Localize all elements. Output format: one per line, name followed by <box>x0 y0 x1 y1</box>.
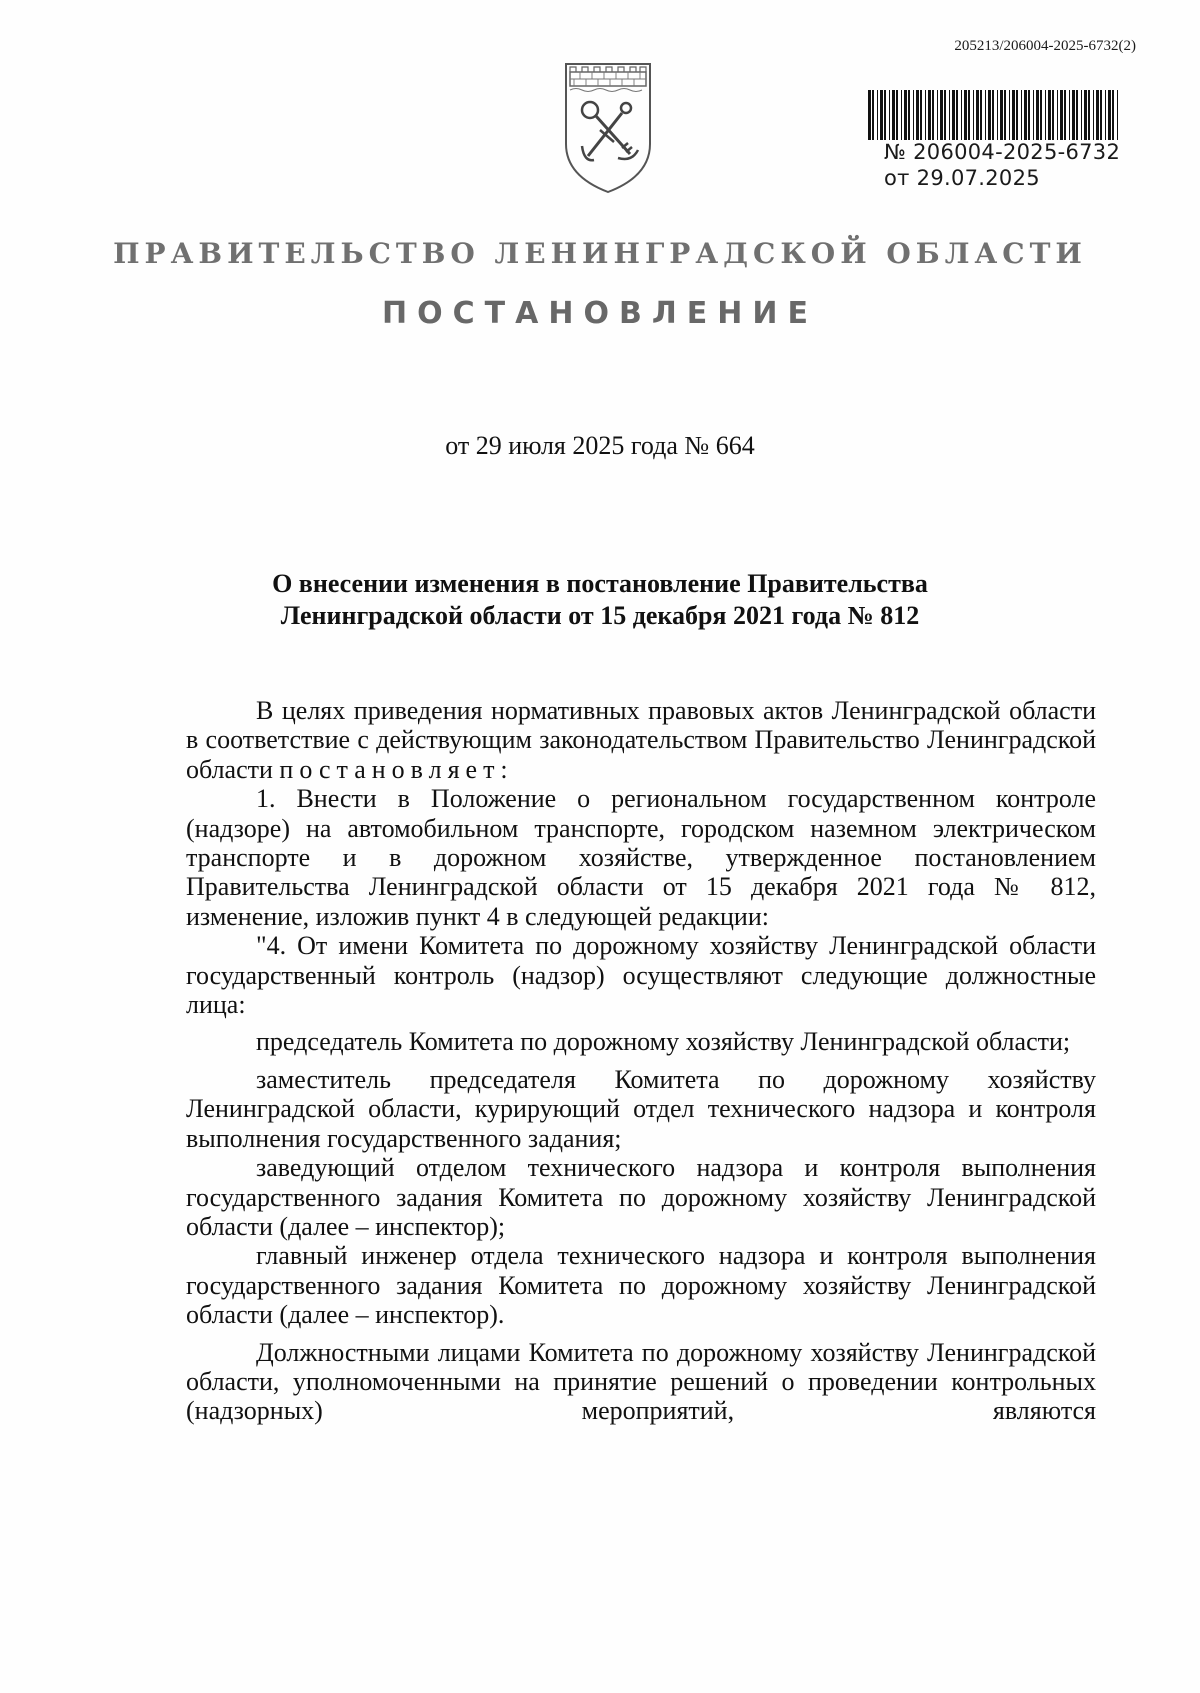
registration-number: № 206004-2025-6732 <box>884 140 1121 164</box>
preamble-text: В целях приведения нормативных правовых актов Ленинградской области в соответствие с действующим законодательством Правительство Ленинградской области <box>186 696 1096 784</box>
document-title-line-2: Ленинградской области от 15 декабря 2021 года № 812 <box>280 601 920 630</box>
paragraph-authorized-officials: Должностными лицами Комитета по дорожному хозяйству Ленинградской области, уполномоченными на принятие решений о проведении контрольных (надзорных) мероприятий, являются <box>186 1337 1096 1426</box>
document-title-line-1: О внесении изменения в постановление Правительства <box>272 569 928 598</box>
coat-of-arms-icon <box>560 58 656 198</box>
document-title <box>0 568 1200 632</box>
preamble-resolves: постановляет: <box>279 754 514 784</box>
document-date-number: от 29 июля 2025 года № 664 <box>445 431 755 460</box>
paragraph-item-4-intro: "4. От имени Комитета по дорожному хозяйству Ленинградской области государственный контроль (надзор) осуществляют следующие должностные лица: <box>186 931 1096 1020</box>
paragraph-chief-engineer: главный инженер отдела технического надзора и контроля выполнения государственного задания Комитета по дорожному хозяйству Ленинградской области (далее – инспектор). <box>186 1241 1096 1330</box>
paragraph-item-1: 1. Внести в Положение о региональном государственном контроле (надзоре) на автомобильном транспорте, городском наземном электрическом транспорте и в дорожном хозяйстве, утвержденное постановлением Правительства Ленинградской области от 15 декабря 2021 года № 812, изменение, изложив пункт 4 в следующей редакции: <box>186 784 1096 931</box>
document-type: ПОСТАНОВЛЕНИЕ <box>382 296 818 331</box>
tracking-code: 205213/206004-2025-6732(2) <box>954 38 1136 54</box>
document-body <box>186 696 1096 1426</box>
paragraph-deputy-chairman: заместитель председателя Комитета по дорожному хозяйству Ленинградской области, курирующий отдел технического надзора и контроля выполнения государственного задания; <box>186 1064 1096 1153</box>
government-title: ПРАВИТЕЛЬСТВО ЛЕНИНГРАДСКОЙ ОБЛАСТИ <box>113 237 1087 270</box>
paragraph-chairman: председатель Комитета по дорожному хозяйству Ленинградской области; <box>256 1027 1071 1057</box>
registration-date: от 29.07.2025 <box>884 166 1040 190</box>
barcode-icon <box>866 88 1124 142</box>
paragraph-head-of-department: заведующий отделом технического надзора и контроля выполнения государственного задания Комитета по дорожному хозяйству Ленинградской области (далее – инспектор); <box>186 1153 1096 1241</box>
paragraph-preamble <box>186 696 1096 784</box>
